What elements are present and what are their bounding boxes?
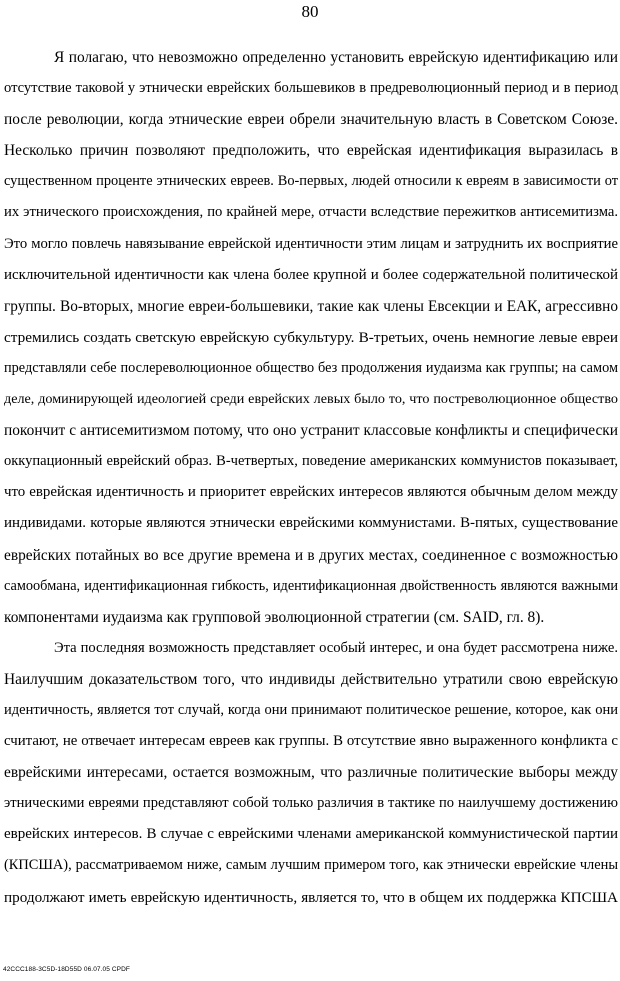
text-line: Несколько причин позволяют предположить, что еврейская идентификация выразилась в xyxy=(4,142,618,160)
text-line: (КПСША), рассматриваемом ниже, самым лучшим примером того, как этнически еврейские члены xyxy=(4,857,618,874)
text-line: продолжают иметь еврейскую идентичность, является то, что в общем их поддержка КПСША xyxy=(4,888,618,906)
text-line: отсутствие таковой у этнически еврейских большевиков в предреволюционный период и в период xyxy=(4,80,618,97)
text-line: считают, не отвечает интересам евреев как группы. В отсутствие явно выраженного конфликта с xyxy=(4,733,618,750)
text-line: группы. Во-вторых, многие евреи-большевики, такие как члены Евсекции и ЕАК, агрессивно xyxy=(4,297,618,315)
footer-code: 42CCC188-3C5D-18D55D 06.07.05 CPDF xyxy=(3,966,130,973)
paragraph-2 xyxy=(4,633,618,913)
text-line: покончит с антисемитизмом потому, что оно устранит классовые конфликты и специфически xyxy=(4,422,618,440)
text-line: еврейскими интересами, остается возможным, что различные политические выборы между xyxy=(4,764,618,782)
text-line: их этнического происхождения, по крайней мере, отчасти вследствие пережитков антисемитизма. xyxy=(4,204,618,221)
text-line: самообмана, идентификационная гибкость, идентификационная двойственность являются важными xyxy=(4,577,618,594)
text-line: существенном проценте этнических евреев. Во-первых, людей относили к евреям в зависимости от xyxy=(4,173,618,190)
text-line: оккупационный еврейский образ. В-четвертых, поведение американских коммунистов показывает, xyxy=(4,453,618,470)
text-line: деле, доминирующей идеологией среди еврейских левых было то, что постреволюционное общество xyxy=(4,391,618,408)
text-line: Эта последняя возможность представляет особый интерес, и она будет рассмотрена ниже. xyxy=(54,639,618,656)
text-line: еврейских интересов. В случае с еврейскими членами американской коммунистической партии xyxy=(4,826,618,843)
text-line: еврейских потайных во все другие времена и в других местах, соединенное с возможностью xyxy=(4,546,618,564)
text-line: Это могло повлечь навязывание еврейской идентичности этим лицам и затруднить их восприятие xyxy=(4,235,618,252)
text-line: представляли себе послереволюционное общество без продолжения иудаизма как группы; на самом xyxy=(4,359,618,376)
body-text xyxy=(4,42,618,913)
text-line: что еврейская идентичность и приоритет еврейских интересов являются обычным делом между xyxy=(4,484,618,501)
text-line: идентичность, является тот случай, когда они принимают политическое решение, которое, как они xyxy=(4,701,618,718)
text-line: стремились создать светскую еврейскую субкультуру. В-третьих, очень немногие левые евреи xyxy=(4,328,618,346)
text-line: этническими евреями представляют собой только различия в тактике по наилучшему достижению xyxy=(4,795,618,812)
page-number: 80 xyxy=(301,2,319,21)
text-line: Наилучшим доказательством того, что индивиды действительно утратили свою еврейскую xyxy=(4,670,618,688)
text-line: индивидами. которые являются этнически еврейскими коммунистами. В-пятых, существование xyxy=(4,515,618,532)
text-line: Я полагаю, что невозможно определенно установить еврейскую идентификацию или xyxy=(54,49,618,66)
text-line: компонентами иудаизма как групповой эволюционной стратегии (см. SAID, гл. 8). xyxy=(4,608,545,626)
text-line: исключительной идентичности как члена более крупной и более содержательной политической xyxy=(4,266,618,283)
paragraph-1 xyxy=(4,42,618,633)
text-line: после революции, когда этнические евреи обрели значительную власть в Советском Союзе. xyxy=(4,111,618,129)
